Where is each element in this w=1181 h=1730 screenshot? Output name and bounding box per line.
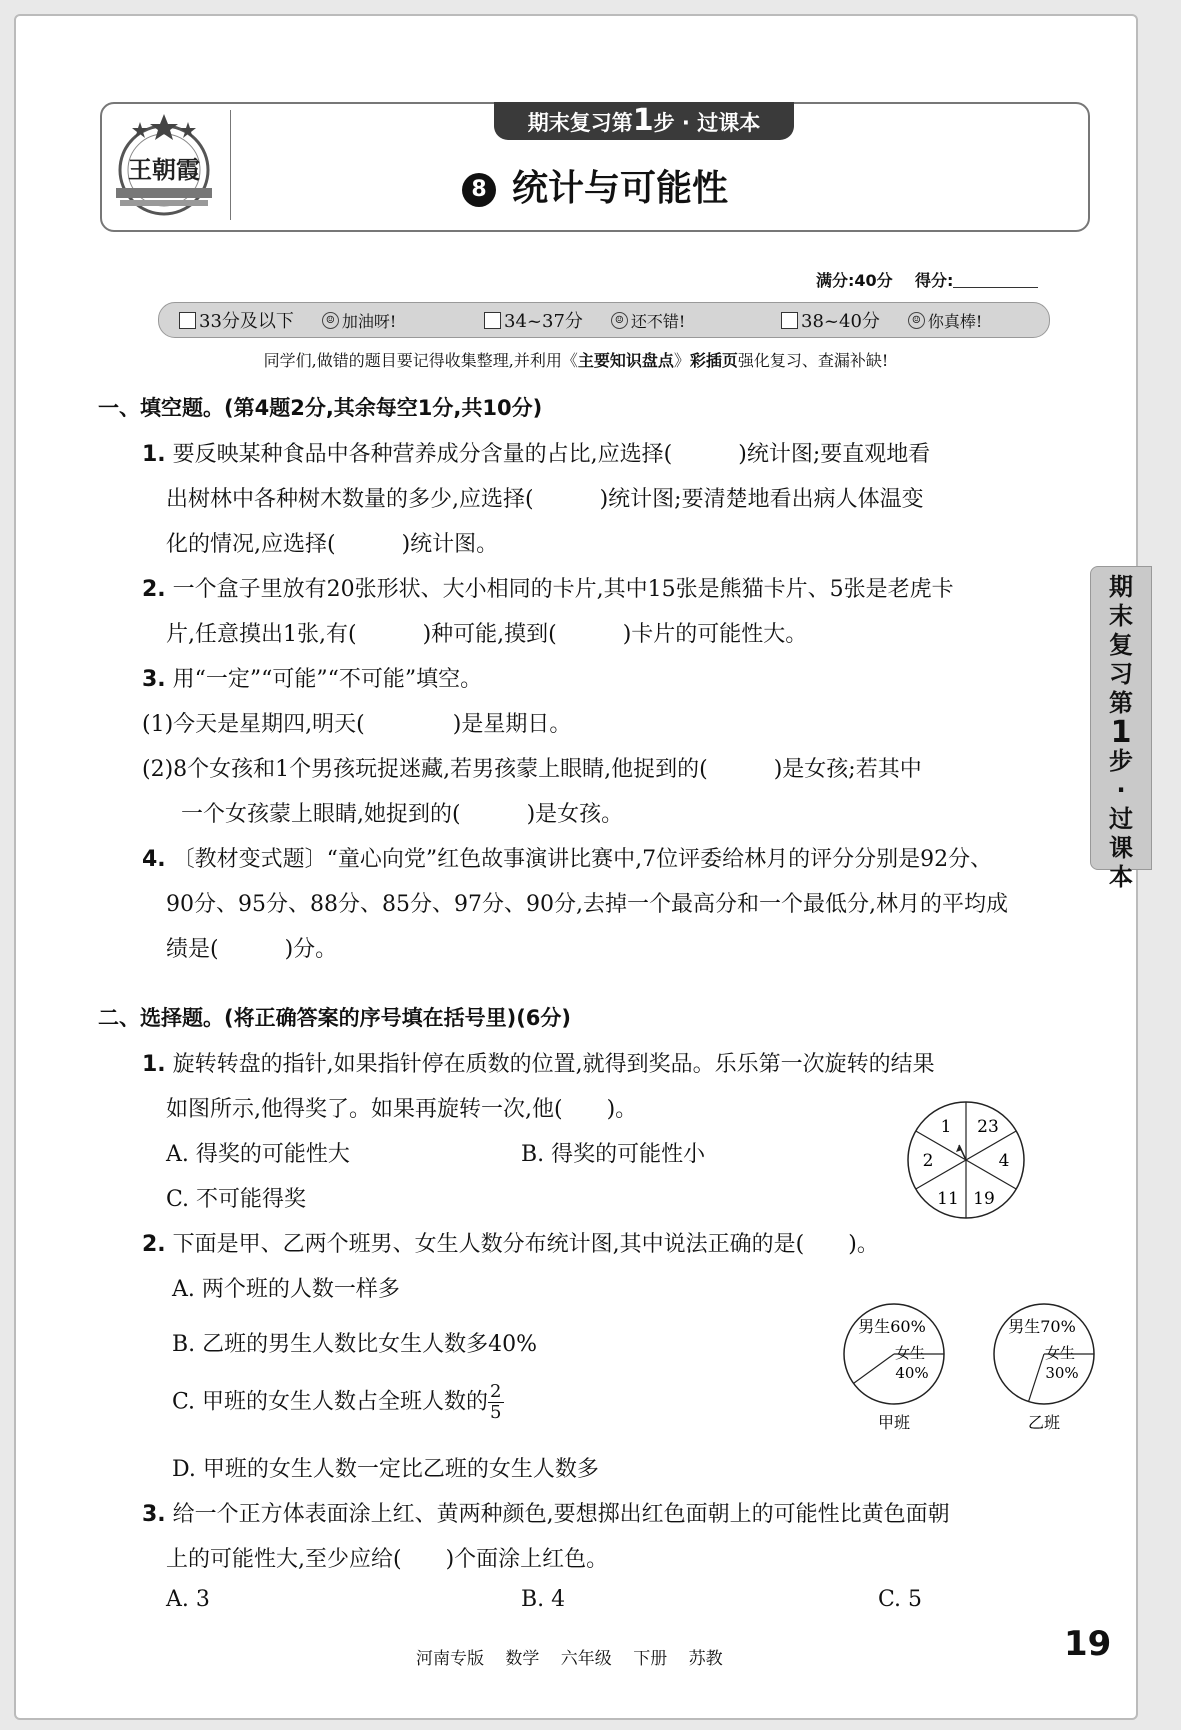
section-1-title: 一、填空题。(第4题2分,其余每空1分,共10分)	[98, 396, 543, 420]
question-text: 用“一定”“可能”“不可能”填空。	[172, 667, 483, 692]
option-text: C. 甲班的女生人数占全班人数的	[172, 1389, 489, 1415]
note-bold: 彩插页	[689, 351, 738, 370]
pie-label-boys: 男生60%	[858, 1317, 926, 1336]
pie-label-girls-percent: 40%	[895, 1364, 929, 1382]
spinner-diagram	[896, 1090, 1036, 1230]
level-range: 34~37分	[504, 311, 583, 332]
question-line: 化的情况,应选择( )统计图。	[166, 532, 499, 557]
spinner-label: 2	[922, 1151, 934, 1171]
level-checkbox[interactable]	[179, 312, 196, 329]
question-line: 出树林中各种树木数量的多少,应选择( )统计图;要清楚地看出病人体温变	[166, 487, 924, 512]
study-note	[56, 348, 1096, 371]
page-title: 统计与可能性	[511, 168, 728, 209]
question-line	[142, 1227, 879, 1258]
level-comment: 你真棒!	[927, 311, 983, 331]
option-c[interactable]	[172, 1382, 504, 1423]
got-score-label: 得分:	[914, 271, 954, 290]
spinner-label: 19	[973, 1189, 995, 1209]
side-tab-char: 习	[1109, 660, 1133, 688]
option-b[interactable]: B. 乙班的男生人数比女生人数多40%	[172, 1332, 538, 1357]
question-number: 2.	[142, 1232, 166, 1257]
level-item	[781, 307, 982, 333]
level-bar	[158, 302, 1050, 338]
side-tab-char: 步	[1109, 747, 1133, 775]
review-step-ribbon	[494, 102, 794, 140]
spinner-label: 11	[937, 1189, 959, 1209]
side-tab-char: 末	[1109, 602, 1133, 630]
pie-label-girls: 女生	[894, 1344, 926, 1362]
option-c[interactable]: C. 不可能得奖	[166, 1187, 307, 1212]
level-comment: 加油呀!	[341, 311, 397, 331]
page-number: 19	[1064, 1624, 1112, 1664]
svg-text:王朝霞: 王朝霞	[128, 155, 200, 184]
level-range: 33分及以下	[199, 311, 294, 332]
question-line: 片,任意摸出1张,有( )种可能,摸到( )卡片的可能性大。	[166, 622, 808, 647]
spinner-label: 23	[977, 1117, 999, 1137]
footer-text: 河南专版 数学 六年级 下册 苏教	[416, 1649, 723, 1669]
spinner-label: 4	[998, 1151, 1010, 1171]
smiley-face-icon: ☺	[322, 312, 339, 329]
question-line: 绩是( )分。	[166, 937, 338, 962]
side-tab-char: 第	[1109, 689, 1133, 717]
ribbon-step-number: 1	[632, 103, 654, 138]
pie-label-girls: 女生	[1044, 1344, 1076, 1362]
ribbon-suffix: 步 · 过课本	[653, 111, 761, 135]
fraction	[488, 1382, 503, 1423]
side-tab-char: 过	[1109, 805, 1133, 833]
side-tab-char: ·	[1116, 776, 1126, 804]
worksheet-page	[14, 14, 1138, 1720]
side-tab-char: 课	[1109, 834, 1133, 862]
option-d[interactable]: D. 甲班的女生人数一定比乙班的女生人数多	[172, 1457, 599, 1482]
side-tab	[1090, 566, 1152, 891]
header-panel	[100, 102, 1090, 232]
question-line	[142, 437, 930, 468]
question-number: 4.	[142, 847, 166, 872]
option-a[interactable]: A. 得奖的可能性大	[166, 1142, 350, 1167]
question-line: (2)8个女孩和1个男孩玩捉迷藏,若男孩蒙上眼睛,他捉到的( )是女孩;若其中	[142, 757, 922, 782]
level-item	[484, 307, 685, 333]
question-text: 下面是甲、乙两个班男、女生人数分布统计图,其中说法正确的是( )。	[172, 1232, 879, 1257]
note-bold: 主要知识盘点	[577, 351, 674, 370]
option-c[interactable]: C. 5	[878, 1587, 923, 1612]
note-text: 》	[673, 351, 690, 370]
question-text: 一个盒子里放有20张形状、大小相同的卡片,其中15张是熊猫卡片、5张是老虎卡	[172, 577, 954, 602]
class-pie-charts	[816, 1296, 1116, 1456]
question-line	[142, 572, 954, 603]
question-line: (1)今天是星期四,明天( )是星期日。	[142, 712, 572, 737]
ribbon-prefix: 期末复习第	[527, 111, 633, 135]
option-b[interactable]: B. 4	[521, 1587, 566, 1612]
pie-chart-title: 甲班	[877, 1413, 911, 1432]
question-number: 3.	[142, 1502, 166, 1527]
question-line: 一个女孩蒙上眼睛,她捉到的( )是女孩。	[181, 802, 624, 827]
option-a[interactable]: A. 两个班的人数一样多	[172, 1277, 400, 1302]
question-number: 3.	[142, 667, 166, 692]
fraction-numerator: 2	[490, 1381, 502, 1402]
full-score-label: 满分:40分	[816, 271, 893, 290]
question-number: 2.	[142, 577, 166, 602]
unit-number-badge: 8	[462, 173, 496, 207]
note-text: 强化复习、查漏补缺!	[737, 351, 889, 370]
question-line	[142, 1497, 950, 1528]
side-tab-char: 1	[1110, 715, 1132, 750]
question-line: 如图所示,他得奖了。如果再旋转一次,他( )。	[166, 1097, 638, 1122]
question-line: 90分、95分、88分、85分、97分、90分,去掉一个最高分和一个最低分,林月的平均成	[166, 892, 1008, 917]
side-tab-char: 期	[1109, 573, 1133, 601]
spinner-label: 1	[940, 1117, 952, 1137]
level-range: 38~40分	[801, 311, 880, 332]
question-line	[142, 842, 992, 873]
question-number: 1.	[142, 442, 166, 467]
question-text: 给一个正方体表面涂上红、黄两种颜色,要想掷出红色面朝上的可能性比黄色面朝	[172, 1502, 950, 1527]
question-line: 上的可能性大,至少应给( )个面涂上红色。	[166, 1547, 609, 1572]
level-item	[179, 307, 396, 333]
question-line	[142, 662, 482, 693]
question-text: 〔教材变式题〕“童心向党”红色故事演讲比赛中,7位评委给林月的评分分别是92分、	[172, 847, 993, 872]
option-a[interactable]: A. 3	[166, 1587, 210, 1612]
level-checkbox[interactable]	[484, 312, 501, 329]
smiley-face-icon: ☺	[611, 312, 628, 329]
section-2-title: 二、选择题。(将正确答案的序号填在括号里)(6分)	[98, 1006, 572, 1030]
pie-label-girls-percent: 30%	[1045, 1364, 1079, 1382]
fraction-denominator: 5	[490, 1402, 502, 1423]
score-line	[816, 268, 1038, 291]
smiley-face-icon: ☺	[908, 312, 925, 329]
level-checkbox[interactable]	[781, 312, 798, 329]
option-b[interactable]: B. 得奖的可能性小	[521, 1142, 706, 1167]
note-text: 同学们,做错的题目要记得收集整理,并利用《	[263, 351, 578, 370]
question-text: 旋转转盘的指针,如果指针停在质数的位置,就得到奖品。乐乐第一次旋转的结果	[172, 1052, 935, 1077]
pie-chart-title: 乙班	[1027, 1413, 1061, 1432]
question-text: 要反映某种食品中各种营养成分含量的占比,应选择( )统计图;要直观地看	[172, 442, 931, 467]
unit-title-row	[102, 160, 1088, 211]
pie-label-boys: 男生70%	[1008, 1317, 1076, 1336]
level-comment: 还不错!	[630, 311, 686, 331]
side-tab-char: 复	[1109, 631, 1133, 659]
question-line	[142, 1047, 935, 1078]
side-tab-char: 本	[1109, 863, 1133, 891]
score-blank[interactable]	[953, 271, 1038, 288]
question-number: 1.	[142, 1052, 166, 1077]
